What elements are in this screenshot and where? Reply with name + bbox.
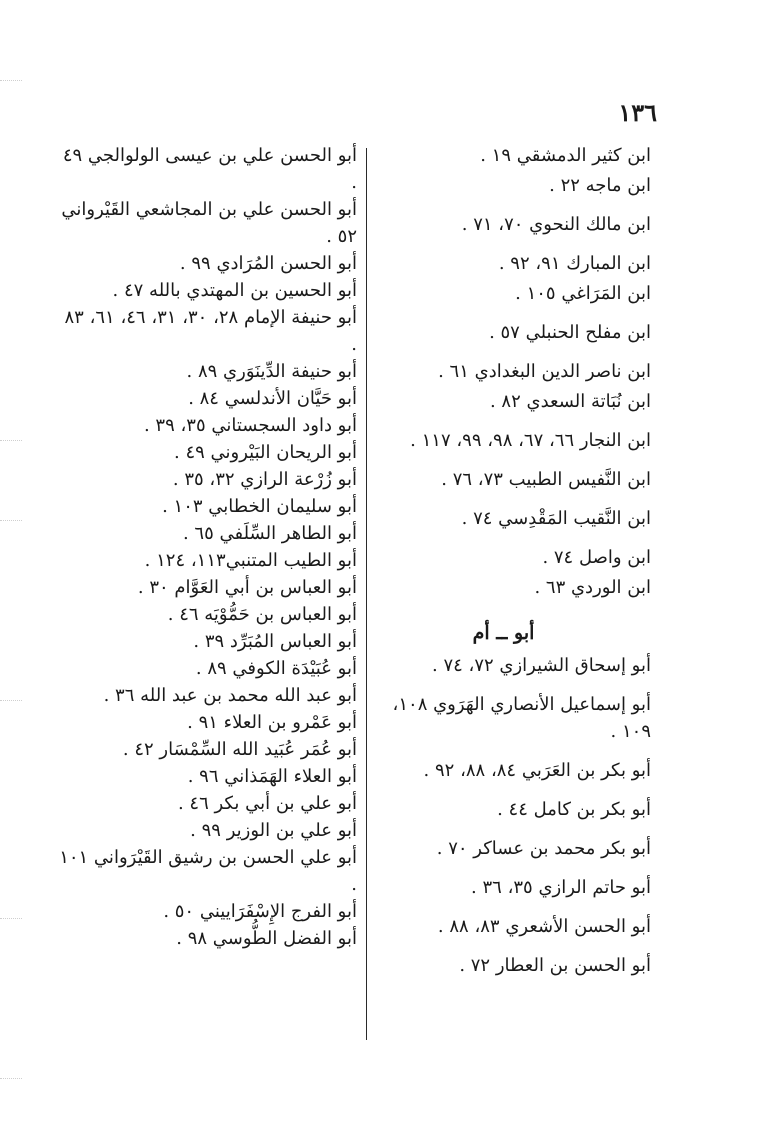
index-entry: ابن النَّقيب المَقْدِسي ٧٤ . [461,508,651,529]
index-entry: أبو الريحان البَيْروني ٤٩ . [173,442,357,463]
index-entry: ابن كثير الدمشقي ١٩ . [480,145,651,166]
index-entry: أبو حنيفة الدِّينَوَري ٨٩ . [186,361,357,382]
index-entry: أبو بكر بن العَرَبي ٨٤، ٨٨، ٩٢ . [423,759,651,781]
index-entry: أبو سليمان الخطابي ١٠٣ . [162,496,357,517]
index-entry: أبو عُمَر عُبَيد الله السِّمْسَار ٤٢ . [122,739,357,760]
index-entry: أبو عبد الله محمد بن عبد الله ٣٦ . [103,685,357,706]
index-entry: أبو حنيفة الإمام ٢٨، ٣٠، ٣١، ٤٦، ٦١، ٨٣ . [64,307,357,355]
index-entry: ابن مالك النحوي ٧٠، ٧١ . [461,214,651,235]
index-entry: أبو الفضل الطُّوسي ٩٨ . [176,928,357,949]
index-entry: أبو العباس بن أبي العَوَّام ٣٠ . [137,577,357,598]
index-entry: أبو إسحاق الشيرازي ٧٢، ٧٤ . [432,654,651,676]
index-entry: أبو الحسن علي بن عيسى الولوالجي ٤٩ . [62,145,357,193]
index-entry: أبو إسماعيل الأنصاري الهَرَوي ١٠٨، ١٠٩ . [392,693,651,742]
index-entry: أبو الحسن المُرَادي ٩٩ . [179,253,357,274]
index-entry: ابن النجار ٦٦، ٦٧، ٩٨، ٩٩، ١١٧ . [410,430,651,451]
scan-edge-mark [0,80,22,81]
index-entry: أبو علي بن الوزير ٩٩ . [190,820,357,841]
index-entry: ابن نُبَاتة السعدي ٨٢ . [489,391,651,412]
index-entry: ابن النَّفيس الطبيب ٧٣، ٧٦ . [441,469,651,490]
index-entry: أبو عُبَيْدَة الكوفي ٨٩ . [195,658,357,679]
index-entry: أبو الحسن الأشعري ٨٣، ٨٨ . [437,915,651,937]
index-entry: أبو العلاء الهَمَذاني ٩٦ . [187,766,357,787]
scan-edge-mark [0,918,22,919]
index-entry: أبو عَمْرو بن العلاء ٩١ . [187,712,357,733]
index-entry: أبو الطاهر السِّلَفي ٦٥ . [182,523,357,544]
index-entry: ابن مفلح الحنبلي ٥٧ . [489,322,651,343]
index-entry: ابن واصل ٧٤ . [542,547,651,568]
index-column-right [386,142,651,982]
scan-edge-mark [0,520,22,521]
section-heading: أبو ــ أم [472,622,535,644]
index-entry: أبو علي الحسن بن رشيق القَيْرَواني ١٠١ . [59,847,357,895]
index-entry: ابن ناصر الدين البغدادي ٦١ . [438,361,651,382]
scan-edge-mark [0,1078,22,1079]
index-entry: ابن المبارك ٩١، ٩٢ . [498,253,651,274]
column-divider [366,148,367,1040]
index-entry: ابن الوردي ٦٣ . [534,577,651,598]
index-entry: أبو الطيب المتنبي١١٣، ١٢٤ . [144,550,357,571]
index-entry: أبو حَيَّان الأندلسي ٨٤ . [188,388,357,409]
index-entry: أبو العباس بن حَمُّوْيَه ٤٦ . [167,604,357,625]
index-entry: أبو الحسين بن المهتدي بالله ٤٧ . [112,280,357,301]
index-entry: أبو بكر محمد بن عساكر ٧٠ . [436,837,651,859]
index-entry: ابن ماجه ٢٢ . [549,175,651,196]
index-entry: أبو داود السجستاني ٣٥، ٣٩ . [143,415,357,436]
index-entry: أبو الحسن علي بن المجاشعي القَيْرواني ٥٢ . [61,199,357,247]
scan-edge-mark [0,440,22,441]
scan-edge-mark [0,700,22,701]
index-entry: أبو العباس المُبَرِّد ٣٩ . [193,631,357,652]
index-entry: أبو الحسن بن العطار ٧٢ . [459,954,651,976]
index-entry: أبو علي بن أبي بكر ٤٦ . [177,793,357,814]
index-entry: أبو بكر بن كامل ٤٤ . [497,798,651,820]
index-entry: ابن المَرَاغي ١٠٥ . [515,283,651,304]
index-entry: أبو حاتم الرازي ٣٥، ٣٦ . [471,876,651,898]
index-entry: أبو زُرْعة الرازي ٣٢، ٣٥ . [172,469,357,490]
index-column-left [57,142,357,952]
page-number: ١٣٦ [618,98,657,127]
index-entry: أبو الفرج الإِسْفَرَاييني ٥٠ . [163,901,357,922]
